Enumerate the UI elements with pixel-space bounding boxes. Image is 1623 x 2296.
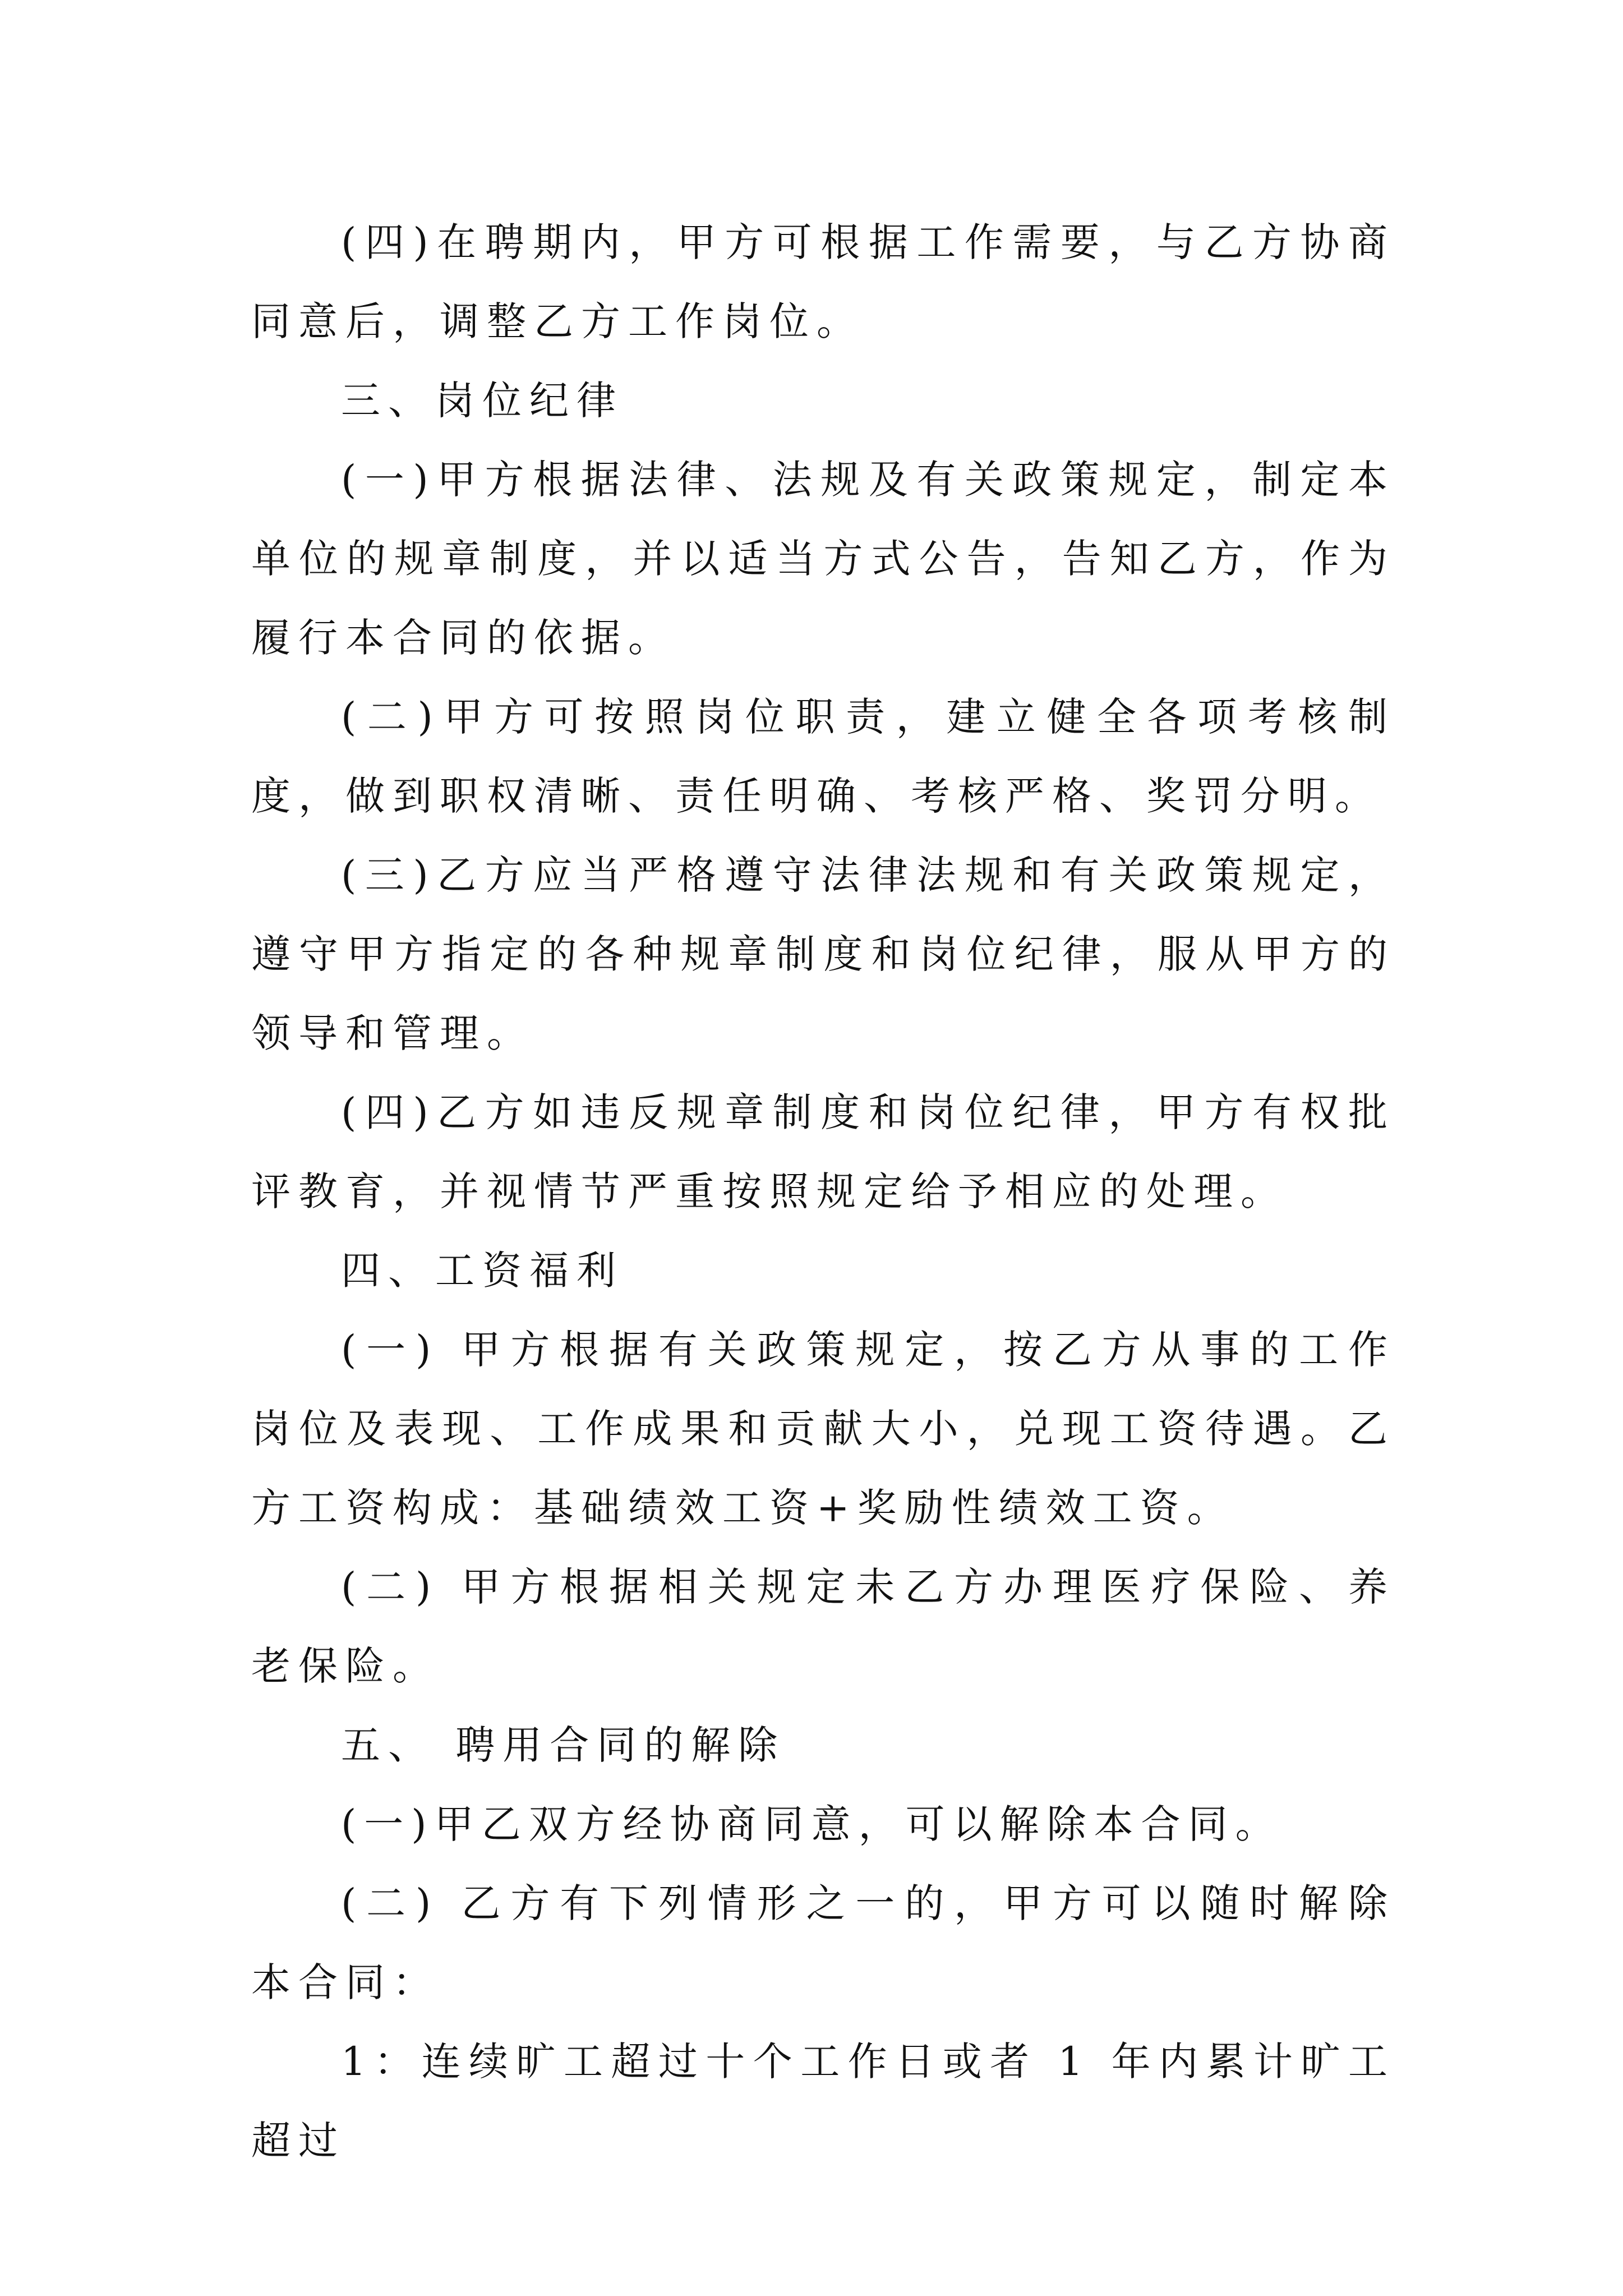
clause-mutual-termination: (一)甲乙双方经协商同意，可以解除本合同。 bbox=[341, 1801, 1283, 1847]
section-heading-salary: 四、工资福利 bbox=[341, 1248, 624, 1294]
list-item-absenteeism: 1：连续旷工超过十个工作日或者 1 年内累计旷工超过 bbox=[251, 2039, 1395, 2164]
section-heading-termination: 五、 聘用合同的解除 bbox=[341, 1722, 786, 1768]
clause-salary-structure: (一) 甲方根据有关政策规定，按乙方从事的工作岗位及表现、工作成果和贡献大小，兑现工资待遇。乙方工资构成：基础绩效工资+奖励性绩效工资。 bbox=[251, 1327, 1395, 1531]
clause-obey-rules: (三)乙方应当严格遵守法律法规和有关政策规定，遵守甲方指定的各种规章制度和岗位纪律，服从甲方的领导和管理。 bbox=[251, 852, 1395, 1056]
section-heading-discipline: 三、岗位纪律 bbox=[341, 378, 624, 424]
clause-rules-basis: (一)甲方根据法律、法规及有关政策规定，制定本单位的规章制度，并以适当方式公告，告知乙方，作为履行本合同的依据。 bbox=[251, 457, 1395, 661]
clause-violation-handling: (四)乙方如违反规章制度和岗位纪律，甲方有权批评教育，并视情节严重按照规定给予相应的处理。 bbox=[251, 1089, 1395, 1214]
clause-insurance: (二) 甲方根据相关规定未乙方办理医疗保险、养老保险。 bbox=[251, 1564, 1395, 1689]
clause-adjust-position: (四)在聘期内，甲方可根据工作需要，与乙方协商同意后，调整乙方工作岗位。 bbox=[251, 219, 1395, 344]
contract-body bbox=[251, 203, 1395, 2180]
clause-assessment-system: (二)甲方可按照岗位职责，建立健全各项考核制度，做到职权清晰、责任明确、考核严格、奖罚分明。 bbox=[251, 694, 1395, 819]
clause-unilateral-termination: (二) 乙方有下列情形之一的，甲方可以随时解除本合同： bbox=[251, 1880, 1395, 2005]
